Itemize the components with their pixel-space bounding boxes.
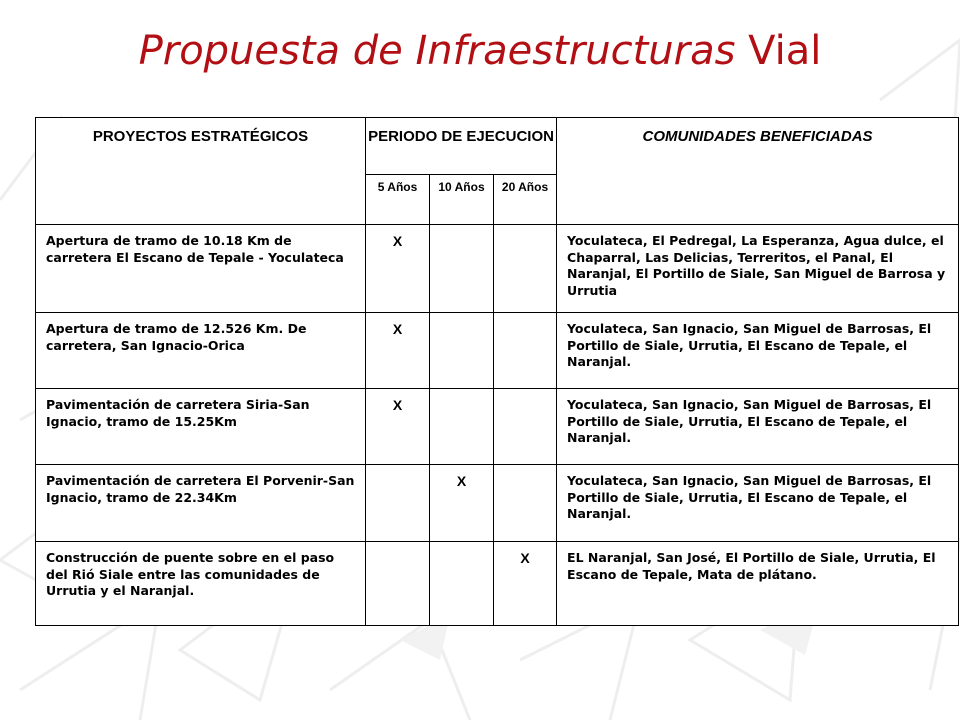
communities-cell: EL Naranjal, San José, El Portillo de Siale, Urrutia, El Escano de Tepale, Mata de plátano. [557,542,959,626]
period-10-cell: X [430,465,494,542]
period-20-cell: X [494,542,557,626]
header-projects: PROYECTOS ESTRATÉGICOS [36,118,366,225]
table-row [36,225,959,313]
project-cell: Apertura de tramo de 10.18 Km de carretera El Escano de Tepale - Yoculateca [36,225,366,313]
period-5-cell: X [366,313,430,389]
title-suffix: Vial [748,28,822,74]
table-row [36,313,959,389]
communities-cell: Yoculateca, San Ignacio, San Miguel de Barrosas, El Portillo de Siale, Urrutia, El Escano de Tepale, el Naranjal. [557,313,959,389]
project-cell: Pavimentación de carretera Siria-San Ignacio, tramo de 15.25Km [36,389,366,465]
header-period-20: 20 Años [494,175,557,225]
communities-cell: Yoculateca, El Pedregal, La Esperanza, Agua dulce, el Chaparral, Las Delicias, Terreritos, el Panal, El Naranjal, El Portillo de Siale, San Miguel de Barrosa y Urrutia [557,225,959,313]
period-20-cell [494,225,557,313]
communities-cell: Yoculateca, San Ignacio, San Miguel de Barrosas, El Portillo de Siale, Urrutia, El Escano de Tepale, el Naranjal. [557,389,959,465]
project-cell: Apertura de tramo de 12.526 Km. De carretera, San Ignacio-Orica [36,313,366,389]
page-title [0,26,960,76]
header-period-5: 5 Años [366,175,430,225]
period-10-cell [430,313,494,389]
communities-cell: Yoculateca, San Ignacio, San Miguel de Barrosas, El Portillo de Siale, Urrutia, El Escano de Tepale, el Naranjal. [557,465,959,542]
header-communities: COMUNIDADES BENEFICIADAS [557,118,959,225]
period-10-cell [430,542,494,626]
header-period: PERIODO DE EJECUCION [366,118,557,175]
header-period-10: 10 Años [430,175,494,225]
title-main: Propuesta de Infraestructuras [138,28,736,74]
table-header-row [36,118,959,175]
project-cell: Pavimentación de carretera El Porvenir-San Ignacio, tramo de 22.34Km [36,465,366,542]
period-5-cell: X [366,225,430,313]
period-20-cell [494,465,557,542]
infrastructure-table [35,117,959,626]
period-5-cell [366,465,430,542]
table-row [36,465,959,542]
period-20-cell [494,313,557,389]
period-10-cell [430,225,494,313]
period-5-cell: X [366,389,430,465]
period-10-cell [430,389,494,465]
period-20-cell [494,389,557,465]
project-cell: Construcción de puente sobre en el paso del Rió Siale entre las comunidades de Urrutia y el Naranjal. [36,542,366,626]
table-row [36,542,959,626]
table-row [36,389,959,465]
period-5-cell [366,542,430,626]
